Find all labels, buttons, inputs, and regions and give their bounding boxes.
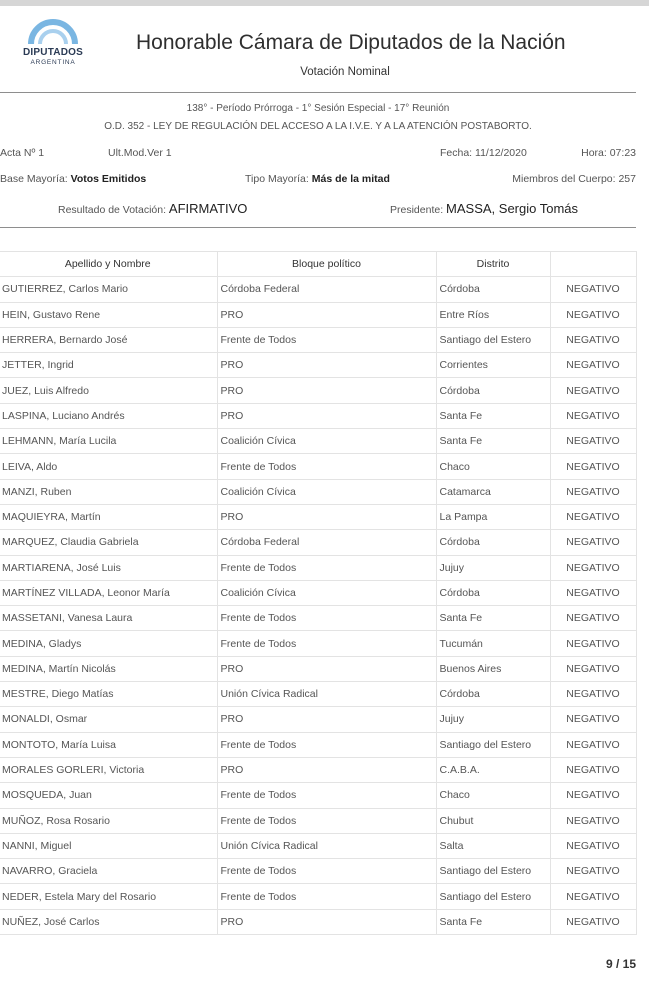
cell-nombre: MUÑOZ, Rosa Rosario	[0, 808, 217, 833]
fecha-field	[440, 147, 527, 159]
cell-bloque: Frente de Todos	[217, 606, 436, 631]
cell-bloque: Córdoba Federal	[217, 530, 436, 555]
cell-distrito: Santa Fe	[436, 429, 550, 454]
miembros-cuerpo	[512, 173, 636, 185]
cell-bloque: Frente de Todos	[217, 327, 436, 352]
cell-nombre: MAQUIEYRA, Martín	[0, 504, 217, 529]
cell-voto: NEGATIVO	[550, 808, 636, 833]
cell-voto: NEGATIVO	[550, 555, 636, 580]
cell-nombre: HERRERA, Bernardo José	[0, 327, 217, 352]
cell-bloque: Coalición Cívica	[217, 479, 436, 504]
table-row	[0, 327, 636, 352]
cell-distrito: Chaco	[436, 454, 550, 479]
table-row	[0, 530, 636, 555]
cell-distrito: Santiago del Estero	[436, 327, 550, 352]
cell-bloque: PRO	[217, 353, 436, 378]
cell-bloque: Frente de Todos	[217, 859, 436, 884]
cell-bloque: Coalición Cívica	[217, 580, 436, 605]
cell-bloque: Córdoba Federal	[217, 277, 436, 302]
miembros-value: 257	[618, 173, 636, 185]
cell-distrito: Entre Ríos	[436, 302, 550, 327]
page-title: Honorable Cámara de Diputados de la Nación	[136, 31, 566, 54]
cell-distrito: Córdoba	[436, 682, 550, 707]
cell-voto: NEGATIVO	[550, 429, 636, 454]
cell-voto: NEGATIVO	[550, 909, 636, 934]
cell-nombre: JETTER, Ingrid	[0, 353, 217, 378]
cell-voto: NEGATIVO	[550, 504, 636, 529]
cell-nombre: JUEZ, Luis Alfredo	[0, 378, 217, 403]
cell-nombre: MONTOTO, María Luisa	[0, 732, 217, 757]
table-row	[0, 479, 636, 504]
cell-distrito: Corrientes	[436, 353, 550, 378]
cell-bloque: PRO	[217, 378, 436, 403]
cell-nombre: NEDER, Estela Mary del Rosario	[0, 884, 217, 909]
cell-distrito: Tucumán	[436, 631, 550, 656]
cell-voto: NEGATIVO	[550, 859, 636, 884]
tipo-label: Tipo Mayoría:	[245, 173, 309, 185]
table-row	[0, 909, 636, 934]
table-row	[0, 580, 636, 605]
tipo-value: Más de la mitad	[311, 173, 390, 185]
cell-voto: NEGATIVO	[550, 277, 636, 302]
cell-voto: NEGATIVO	[550, 631, 636, 656]
cell-distrito: C.A.B.A.	[436, 757, 550, 782]
cell-voto: NEGATIVO	[550, 302, 636, 327]
cell-nombre: MORALES GORLERI, Victoria	[0, 757, 217, 782]
table-row	[0, 833, 636, 858]
cell-nombre: MARTÍNEZ VILLADA, Leonor María	[0, 580, 217, 605]
votes-table-body	[0, 277, 636, 935]
cell-voto: NEGATIVO	[550, 707, 636, 732]
cell-distrito: Santiago del Estero	[436, 732, 550, 757]
table-row	[0, 656, 636, 681]
arch-logo-icon	[27, 18, 79, 46]
presidente	[390, 201, 578, 216]
cell-bloque: Unión Cívica Radical	[217, 833, 436, 858]
hora-value: 07:23	[609, 147, 636, 159]
cell-bloque: Frente de Todos	[217, 808, 436, 833]
page-number: 9 / 15	[605, 957, 636, 971]
cell-nombre: LASPINA, Luciano Andrés	[0, 403, 217, 428]
cell-voto: NEGATIVO	[550, 327, 636, 352]
cell-distrito: Santa Fe	[436, 606, 550, 631]
cell-voto: NEGATIVO	[550, 530, 636, 555]
miembros-label: Miembros del Cuerpo:	[512, 173, 616, 185]
resultado-value: AFIRMATIVO	[168, 201, 248, 216]
cell-bloque: PRO	[217, 302, 436, 327]
page-subtitle: Votación Nominal	[300, 66, 390, 78]
resultado-label: Resultado de Votación:	[58, 204, 166, 216]
cell-bloque: Frente de Todos	[217, 454, 436, 479]
cell-nombre: MONALDI, Osmar	[0, 707, 217, 732]
cell-nombre: MARTIARENA, José Luis	[0, 555, 217, 580]
cell-distrito: Chubut	[436, 808, 550, 833]
cell-distrito: Buenos Aires	[436, 656, 550, 681]
fecha-value: 11/12/2020	[475, 147, 527, 159]
col-header-voto	[550, 252, 636, 277]
logo-line2: ARGENTINA	[30, 59, 76, 66]
table-row	[0, 631, 636, 656]
cell-distrito: Jujuy	[436, 555, 550, 580]
cell-bloque: PRO	[217, 504, 436, 529]
cell-nombre: MOSQUEDA, Juan	[0, 783, 217, 808]
hora-field	[581, 147, 636, 159]
cell-voto: NEGATIVO	[550, 833, 636, 858]
cell-distrito: Córdoba	[436, 530, 550, 555]
table-row	[0, 757, 636, 782]
cell-nombre: NAVARRO, Graciela	[0, 859, 217, 884]
cell-nombre: HEIN, Gustavo Rene	[0, 302, 217, 327]
table-row	[0, 504, 636, 529]
table-row	[0, 859, 636, 884]
cell-distrito: Chaco	[436, 783, 550, 808]
cell-bloque: Frente de Todos	[217, 555, 436, 580]
table-row	[0, 808, 636, 833]
cell-voto: NEGATIVO	[550, 378, 636, 403]
presidente-value: MASSA, Sergio Tomás	[446, 201, 579, 216]
table-row	[0, 682, 636, 707]
votes-table	[0, 251, 637, 935]
cell-nombre: NUÑEZ, José Carlos	[0, 909, 217, 934]
cell-nombre: GUTIERREZ, Carlos Mario	[0, 277, 217, 302]
cell-bloque: PRO	[217, 403, 436, 428]
cell-nombre: LEHMANN, María Lucila	[0, 429, 217, 454]
ult-mod-ver: Ult.Mod.Ver 1	[108, 147, 172, 159]
cell-distrito: Santiago del Estero	[436, 859, 550, 884]
cell-voto: NEGATIVO	[550, 606, 636, 631]
table-row	[0, 783, 636, 808]
cell-distrito: Santiago del Estero	[436, 884, 550, 909]
cell-bloque: PRO	[217, 707, 436, 732]
hora-label: Hora:	[581, 147, 607, 159]
cell-bloque: PRO	[217, 656, 436, 681]
base-value: Votos Emitidos	[70, 173, 147, 185]
cell-distrito: Catamarca	[436, 479, 550, 504]
cell-voto: NEGATIVO	[550, 353, 636, 378]
cell-voto: NEGATIVO	[550, 783, 636, 808]
cell-nombre: MARQUEZ, Claudia Gabriela	[0, 530, 217, 555]
table-row	[0, 277, 636, 302]
cell-distrito: Salta	[436, 833, 550, 858]
cell-distrito: Córdoba	[436, 580, 550, 605]
table-header-row	[0, 252, 636, 277]
col-header-distrito: Distrito	[436, 252, 550, 277]
cell-voto: NEGATIVO	[550, 479, 636, 504]
cell-bloque: PRO	[217, 757, 436, 782]
cell-voto: NEGATIVO	[550, 884, 636, 909]
presidente-label: Presidente:	[390, 204, 444, 216]
col-header-nombre: Apellido y Nombre	[0, 252, 217, 277]
top-bar	[0, 0, 649, 6]
cell-bloque: Frente de Todos	[217, 783, 436, 808]
tipo-mayoria	[245, 173, 390, 185]
table-row	[0, 555, 636, 580]
table-row	[0, 378, 636, 403]
table-row	[0, 302, 636, 327]
resultado-votacion	[58, 201, 247, 216]
cell-nombre: MASSETANI, Vanesa Laura	[0, 606, 217, 631]
cell-bloque: Unión Cívica Radical	[217, 682, 436, 707]
cell-distrito: Jujuy	[436, 707, 550, 732]
table-row	[0, 403, 636, 428]
divider-bottom	[0, 227, 636, 228]
acta-number: Acta Nº 1	[0, 147, 45, 159]
cell-voto: NEGATIVO	[550, 580, 636, 605]
logo-line1: DIPUTADOS	[23, 47, 83, 58]
cell-voto: NEGATIVO	[550, 403, 636, 428]
table-row	[0, 884, 636, 909]
cell-distrito: Córdoba	[436, 277, 550, 302]
table-row	[0, 606, 636, 631]
cell-voto: NEGATIVO	[550, 682, 636, 707]
cell-nombre: NANNI, Miguel	[0, 833, 217, 858]
fecha-label: Fecha:	[440, 147, 473, 159]
cell-voto: NEGATIVO	[550, 757, 636, 782]
cell-voto: NEGATIVO	[550, 454, 636, 479]
divider-top	[0, 92, 636, 93]
table-row	[0, 429, 636, 454]
cell-nombre: MEDINA, Martín Nicolás	[0, 656, 217, 681]
session-line-2: O.D. 352 - LEY DE REGULACIÓN DEL ACCESO A LA I.V.E. Y A LA ATENCIÓN POSTABORTO.	[104, 121, 532, 132]
base-mayoria	[0, 173, 146, 185]
cell-nombre: MEDINA, Gladys	[0, 631, 217, 656]
col-header-bloque: Bloque político	[217, 252, 436, 277]
table-row	[0, 732, 636, 757]
cell-bloque: Frente de Todos	[217, 631, 436, 656]
cell-nombre: MESTRE, Diego Matías	[0, 682, 217, 707]
cell-distrito: La Pampa	[436, 504, 550, 529]
table-row	[0, 454, 636, 479]
cell-nombre: LEIVA, Aldo	[0, 454, 217, 479]
cell-distrito: Santa Fe	[436, 403, 550, 428]
cell-bloque: Frente de Todos	[217, 732, 436, 757]
session-line-1: 138° - Período Prórroga - 1° Sesión Especial - 17° Reunión	[186, 103, 450, 114]
cell-voto: NEGATIVO	[550, 732, 636, 757]
cell-bloque: PRO	[217, 909, 436, 934]
cell-bloque: Frente de Todos	[217, 884, 436, 909]
base-label: Base Mayoría:	[0, 173, 68, 185]
cell-bloque: Coalición Cívica	[217, 429, 436, 454]
cell-distrito: Córdoba	[436, 378, 550, 403]
cell-voto: NEGATIVO	[550, 656, 636, 681]
cell-distrito: Santa Fe	[436, 909, 550, 934]
table-row	[0, 707, 636, 732]
table-row	[0, 353, 636, 378]
cell-nombre: MANZI, Ruben	[0, 479, 217, 504]
